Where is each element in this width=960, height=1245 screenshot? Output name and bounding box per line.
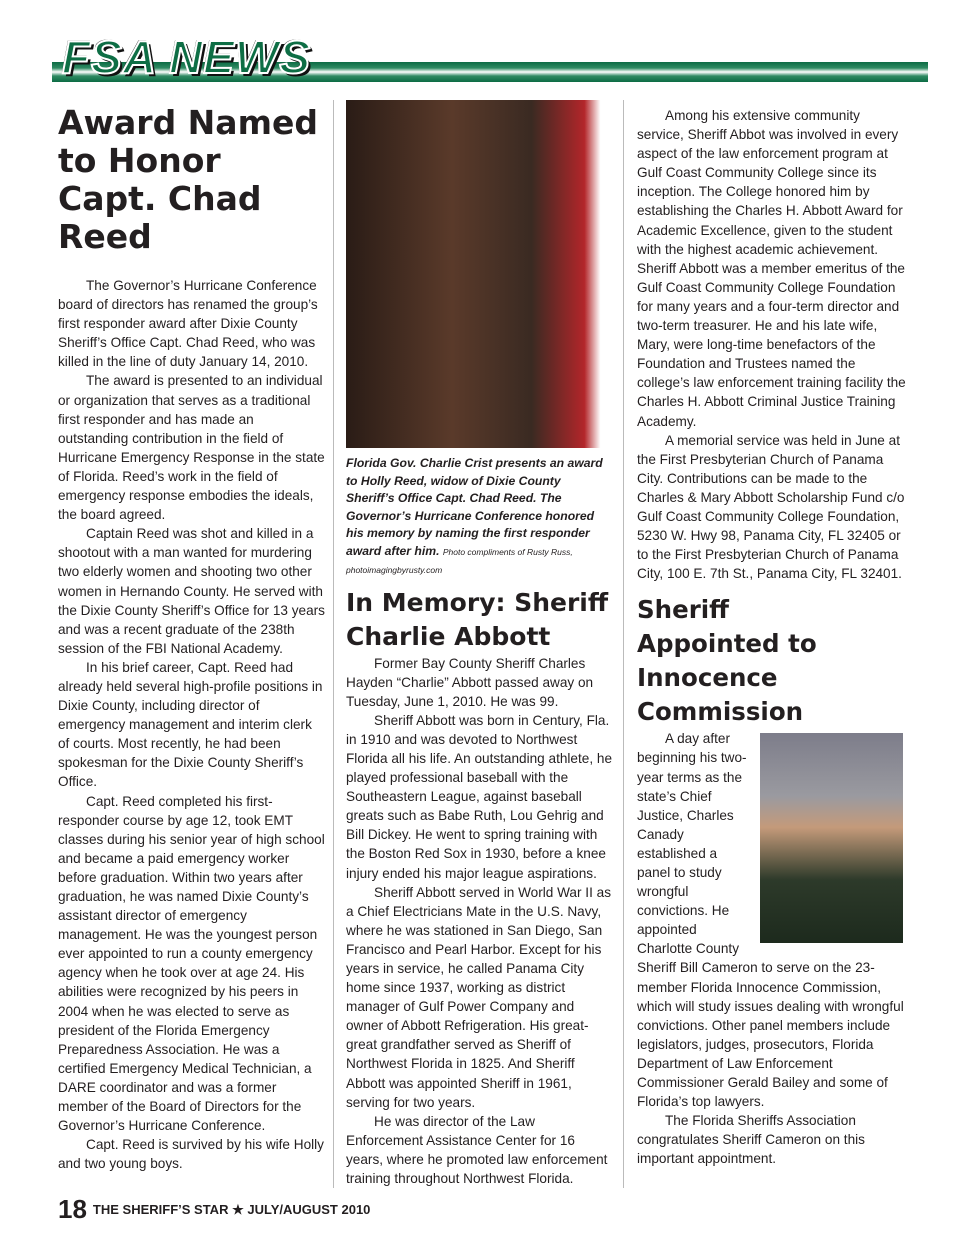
paragraph: Capt. Reed is survived by his wife Holly and two young boys. xyxy=(58,1137,324,1172)
publication-name: THE SHERIFF’S STAR ★ JULY/AUGUST 2010 xyxy=(92,1202,371,1218)
article-chad-reed xyxy=(58,100,326,1188)
article-title: Sheriff Appointed to Innocence Commission xyxy=(637,595,817,727)
photo-sheriff-cameron xyxy=(760,733,903,943)
page-number: 18 xyxy=(58,1194,87,1225)
fsa-news-logo: FSA NEWS xyxy=(62,31,312,83)
paragraph: The award is presented to an individual or organization that serves as a traditional first responder and has made an outstanding contribution in the field of Hurricane Emergency Response in the state of Florida. Reed’s work in the field of emergency response embodies the ideals, the board agreed. xyxy=(58,373,325,523)
page-header xyxy=(0,0,960,100)
paragraph: The Florida Sheriffs Association congratulates Sheriff Cameron on this important appointment. xyxy=(637,1113,865,1167)
paragraph: Sheriff Abbott was born in Century, Fla. in 1910 and was devoted to Northwest Florida all his life. An outstanding athlete, he played professional baseball with the Southeastern League, against baseball greats such as Babe Ruth, Lou Gehrig and Bill Dickey. He went to spring training with the Boston Red Sox in 1930, before a knee injury ended his major league aspirations. xyxy=(346,712,613,881)
paragraph: A day after beginning his two-year terms as the state’s Chief Justice, Charles Canady established a panel to study wrongful convictions. He appointed Charlotte County Sheriff Bill Cameron to serve on the 23-member Florida Innocence Commission, which will study issues dealing with wrongful convictions. Other panel members include legislators, judges, prosecutors, Florida Department of Law Enforcement Commissioner Gerald Bailey and some of Florida’s top lawyers. xyxy=(637,731,904,1110)
paragraph: A memorial service was held in June at the First Presbyterian Church of Panama City. Contributions can be made to the Charles & Mary Abbott Scholarship Fund c/o Gulf Coast Community College Foundation, 5230 W. Hwy 98, Panama City, FL 32405 or to the First Presbyterian Church of Panama City, 100 E. 7th St., Panama City, FL 32401. xyxy=(637,432,905,582)
photo-crist-and-reed xyxy=(346,100,611,448)
article-title: Award Named to Honor Capt. Chad Reed xyxy=(58,103,318,256)
columns xyxy=(0,100,960,1188)
caption-text: Florida Gov. Charlie Crist presents an award to Holly Reed, widow of Dixie County Sheriff’s Office Capt. Chad Reed. The Governor’s Hurricane Conference honored his memory by naming the first responder award after him. xyxy=(346,456,603,558)
paragraph: He was director of the Law Enforcement Assistance Center for 16 years, where he promoted law enforcement training throughout Northwest Florida. xyxy=(346,1113,608,1187)
paragraph: In his brief career, Capt. Reed had already held several high-profile positions in Dixie County, including director of emergency management and interim clerk of courts. Most recently, he had been spokesman for the Dixie County Sheriff’s Office. xyxy=(58,659,323,790)
paragraph: Capt. Reed completed his first-responder course by age 12, took EMT classes during his senior year of high school and became a paid emergency worker before graduation. Within two years after graduation, he was named Dixie County’s assistant director of emergency management. He was the youngest person ever appointed to run a county emergency agency when he took over at age 24. His abilities were recognized by his peers in 2004 when he was elected to serve as president of the Florida Emergency Preparedness Association. He was a certified Emergency Medical Technician, a DARE coordinator and was a former member of the Board of Directors for the Governor’s Hurricane Conference. xyxy=(58,793,325,1134)
paragraph: Among his extensive community service, Sheriff Abbot was involved in every aspect of the law enforcement program at Gulf Coast Community College since its inception. The College honored him by establishing the Charles H. Abbott Award for Academic Excellence, given to the student with the highest academic achievement. Sheriff Abbott was a member emeritus of the Gulf Coast Community College Foundation for many years and a four-term director and two-term treasurer. He and his late wife, Mary, were long-time benefactors of the Foundation and Trustees named the college’s law enforcement training facility the Charles H. Abbott Criminal Justice Training Academy. xyxy=(637,108,906,429)
paragraph: Former Bay County Sheriff Charles Hayden “Charlie” Abbott passed away on Tuesday, June 1, 2010. He was 99. xyxy=(346,655,594,709)
paragraph: Captain Reed was shot and killed in a shootout with a man wanted for murdering two elderly women and shooting two other women in Hernando County. He served with the Dixie County Sheriff’s Office for 13 years and was a recent graduate of the 238th session of the FBI National Academy. xyxy=(58,526,325,656)
page-footer xyxy=(58,1194,960,1225)
photo-credit: Photo compliments of Rusty Russ, photoimagingbyrusty.com xyxy=(346,546,573,575)
paragraph: The Governor’s Hurricane Conference board of directors has renamed the group’s first responder award after Dixie County Sheriff’s Office Capt. Chad Reed, who was killed in the line of duty January 14, 2010. xyxy=(58,278,318,370)
paragraph: Sheriff Abbott served in World War II as a Chief Electricians Mate in the U.S. Navy, where he was stationed in San Diego, San Francisco and Pearl Harbor. Except for his years in service, he called Panama City home since 1937, working as district manager of Gulf Power Company and owner of Abbott Refrigeration. His great-great grandfather served as Sheriff of Northwest Florida in 1825. And Sheriff Abbott was appointed Sheriff in 1961, serving for two years. xyxy=(346,884,611,1110)
photo-caption xyxy=(346,455,611,580)
right-column xyxy=(623,100,907,1188)
article-charlie-abbott xyxy=(346,586,612,1189)
middle-column xyxy=(333,100,612,1188)
article-title: In Memory: Sheriff Charlie Abbott xyxy=(346,587,609,651)
